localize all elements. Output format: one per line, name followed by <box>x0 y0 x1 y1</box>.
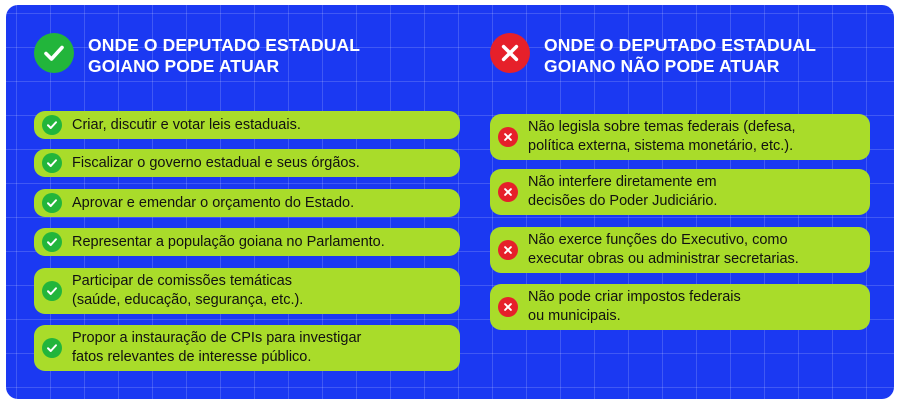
check-icon <box>42 232 62 252</box>
check-icon <box>42 338 62 358</box>
cannot-item <box>490 284 870 330</box>
cannot-item <box>490 227 870 273</box>
cannot-act-title: ONDE O DEPUTADO ESTADUAL GOIANO NÃO PODE ATUAR <box>544 35 817 76</box>
cannot-act-header <box>490 33 816 83</box>
can-item-text: Aprovar e emendar o orçamento do Estado. <box>72 194 355 211</box>
can-act-header <box>34 33 360 83</box>
cannot-item-text: política externa, sistema monetário, etc.). <box>528 138 794 154</box>
cannot-item-text: Não pode criar impostos federais <box>528 289 741 305</box>
cannot-item-text: Não interfere diretamente em <box>528 174 717 190</box>
can-item-text: Fiscalizar o governo estadual e seus órgãos. <box>72 154 360 171</box>
can-item-text: fatos relevantes de interesse público. <box>72 349 312 365</box>
can-item-text: Propor a instauração de CPIs para investigar <box>72 330 362 346</box>
x-icon <box>498 297 518 317</box>
can-item <box>34 111 460 139</box>
x-icon <box>498 182 518 202</box>
check-icon <box>42 193 62 213</box>
cannot-item-text: executar obras ou administrar secretarias. <box>528 251 799 267</box>
can-act-title: ONDE O DEPUTADO ESTADUAL GOIANO PODE ATUAR <box>88 35 361 76</box>
can-item <box>34 228 460 256</box>
cannot-item-text: Não exerce funções do Executivo, como <box>528 232 788 248</box>
can-item-text: Participar de comissões temáticas <box>72 273 292 289</box>
cannot-item-text: decisões do Poder Judiciário. <box>528 193 718 209</box>
cannot-item-text: Não legisla sobre temas federais (defesa, <box>528 119 796 135</box>
check-icon <box>34 33 74 73</box>
infographic-board <box>6 5 894 399</box>
can-item <box>34 268 460 314</box>
cannot-item <box>490 169 870 215</box>
can-item-text: (saúde, educação, segurança, etc.). <box>72 292 304 308</box>
can-item <box>34 325 460 371</box>
can-item <box>34 149 460 177</box>
can-item-text: Criar, discutir e votar leis estaduais. <box>72 116 301 133</box>
x-icon <box>498 127 518 147</box>
x-icon <box>490 33 530 73</box>
can-item <box>34 189 460 217</box>
check-icon <box>42 281 62 301</box>
cannot-item <box>490 114 870 160</box>
cannot-item-text: ou municipais. <box>528 308 621 324</box>
can-item-text: Representar a população goiana no Parlamento. <box>72 233 385 250</box>
check-icon <box>42 115 62 135</box>
x-icon <box>498 240 518 260</box>
check-icon <box>42 153 62 173</box>
